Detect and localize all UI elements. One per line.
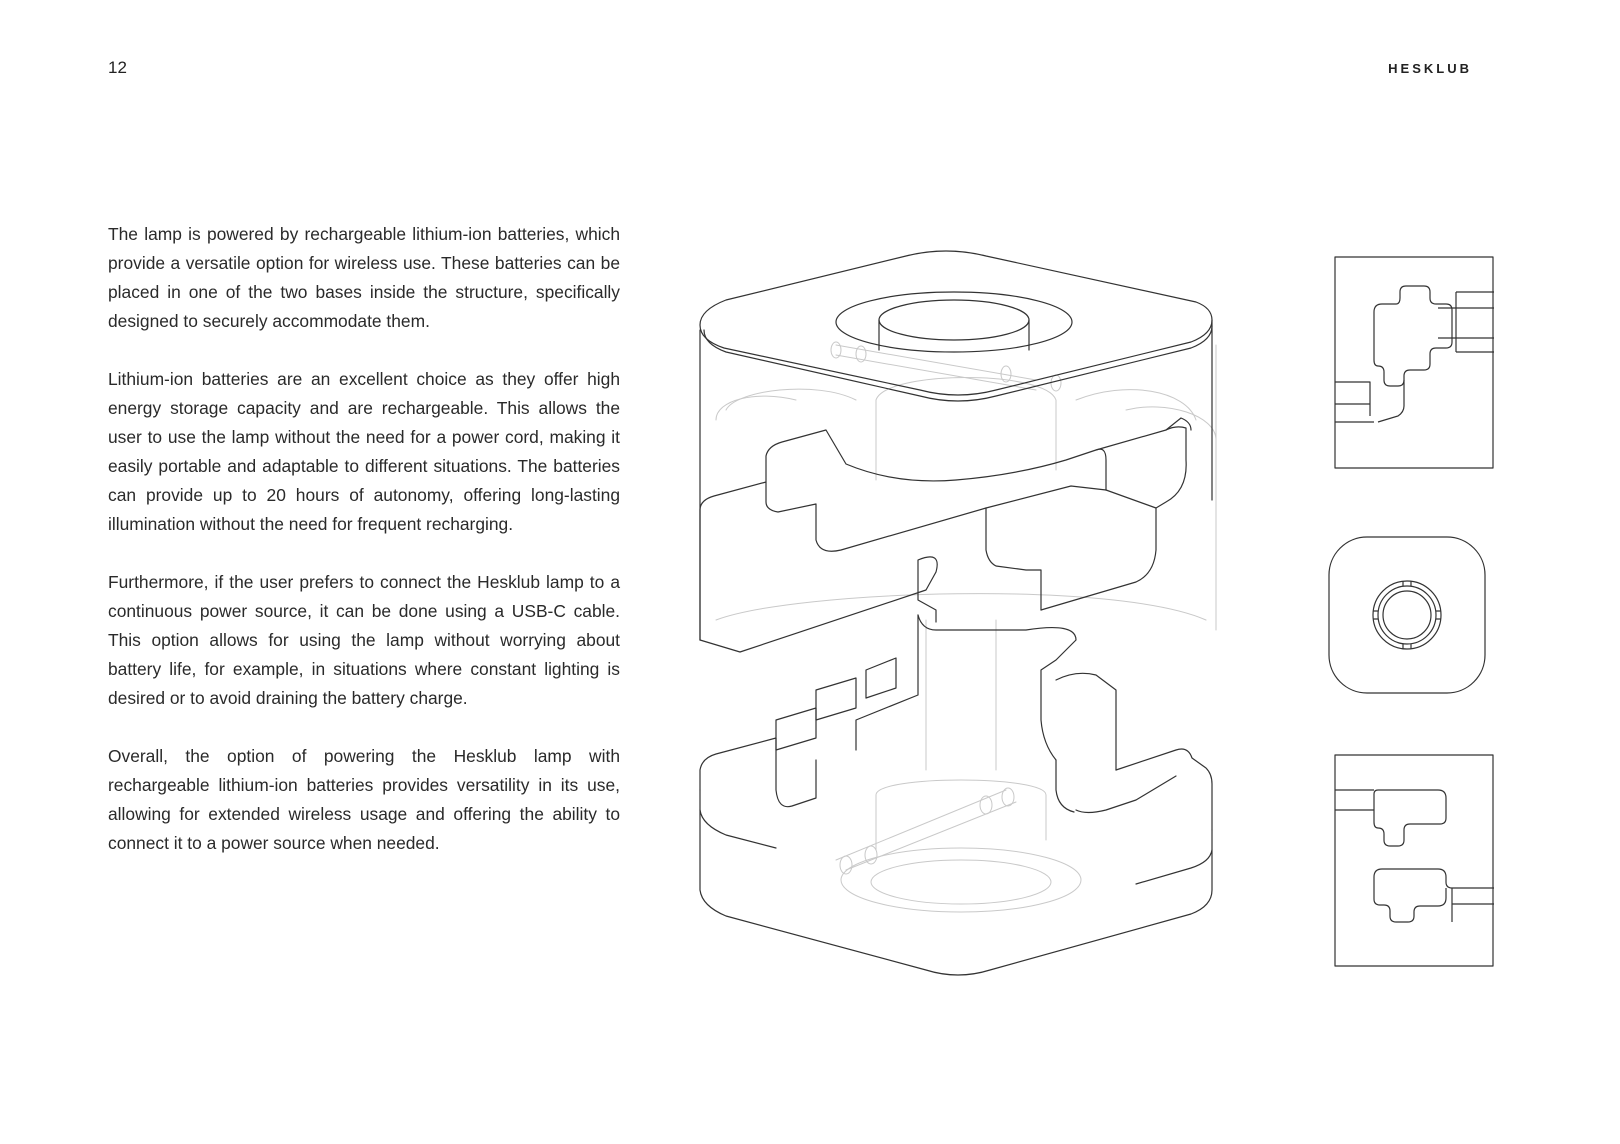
plan-view-drawing [1328, 536, 1486, 696]
hidden-lines [700, 340, 1216, 912]
side-view-upper-drawing [1334, 256, 1494, 470]
brand-logo-text: HESKLUB [1388, 61, 1472, 76]
lamp-isometric-drawing [696, 250, 1256, 980]
side-view-lower-drawing [1334, 754, 1494, 968]
paragraph-usb-c: Furthermore, if the user prefers to connect the Hesklub lamp to a continuous power source, it can be done using a USB-C cable. This option allows for using the lamp without worrying about battery life, for example, in situations where constant lighting is desired or to avoid draining the battery charge. [108, 572, 620, 708]
paragraph-overall: Overall, the option of powering the Hesklub lamp with rechargeable lithium-ion batteries provides versatility in its use, allowing for extended wireless usage and offering the ability to connect it to a power source when needed. [108, 746, 620, 853]
paragraph-lithium-ion: Lithium-ion batteries are an excellent choice as they offer high energy storage capacity and are rechargeable. This allows the user to use the lamp without the need for a power cord, making it easily portable and adaptable to different situations. The batteries can provide up to 20 hours of autonomy, offering long-lasting illumination without the need for frequent recharging. [108, 369, 620, 534]
page-number: 12 [108, 58, 127, 77]
outline-lines [700, 251, 1212, 975]
body-text [108, 220, 620, 887]
paragraph-batteries: The lamp is powered by rechargeable lithium-ion batteries, which provide a versatile option for wireless use. These batteries can be placed in one of the two bases inside the structure, specifically designed to securely accommodate them. [108, 224, 620, 331]
